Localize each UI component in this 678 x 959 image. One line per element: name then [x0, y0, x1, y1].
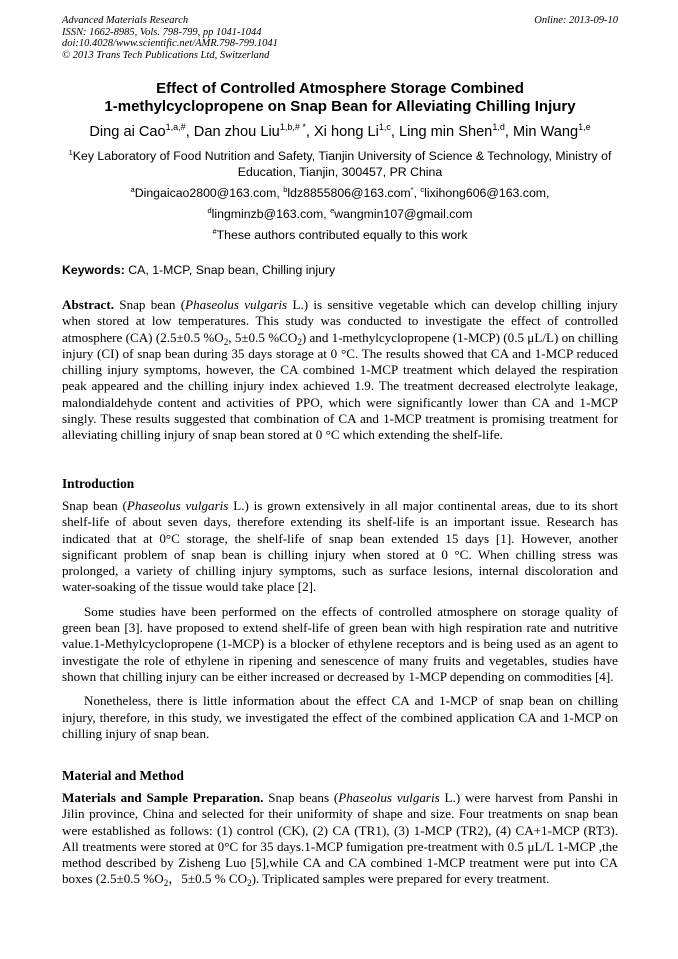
method-section	[62, 790, 618, 888]
body-text: L.) is grown extensively in all major continental areas, due to its short shelf-life of about seven days, therefore extending its shelf-life is an important issue. Research has indicated that at 0°C storage, the shelf-life of snap bean extended 15 days [1]. However, another significant problem of snap bean is chilling injury when stored at 0 °C. When chilling stress was prolonged, a variety of chilling injury symptoms, such as surface lesions, internal discoloration and water-soaking of the tissue would take place [2].	[62, 498, 618, 595]
copyright-line: © 2013 Trans Tech Publications Ltd, Switzerland	[62, 49, 270, 61]
email-line-1	[62, 185, 618, 201]
abstract-text: Snap bean (	[114, 297, 186, 312]
affiliation-mark: 1	[68, 148, 73, 157]
title-line-2: 1-methylcyclopropene on Snap Bean for Alleviating Chilling Injury	[104, 98, 576, 115]
abstract	[62, 297, 618, 444]
email-b[interactable]: ldz8855806@163.com	[287, 186, 411, 200]
subsection-label: Materials and Sample Preparation.	[62, 790, 264, 805]
email-line-2	[62, 206, 618, 222]
keywords	[62, 262, 618, 278]
email-separator: ,	[413, 186, 421, 200]
abstract-text: , 5±0.5 %CO	[228, 329, 298, 345]
journal-name: Advanced Materials Research	[62, 15, 189, 26]
author-name: Ling min Shen	[399, 124, 493, 140]
author-separator: ,	[305, 124, 314, 140]
equal-contribution-note	[62, 227, 618, 243]
author-affil-mark: 1,a,#	[165, 122, 186, 132]
author-separator: ,	[390, 124, 399, 140]
author-list	[62, 123, 618, 141]
note-text: These authors contributed equally to this work	[216, 228, 468, 242]
intro-paragraph-3: Nonetheless, there is little information about the effect CA and 1-MCP of snap bean on chilling injury, therefore, in this study, we investigated the effect of the combined application CA and 1-MCP on chilling injury of snap bean.	[62, 693, 618, 741]
affiliation-text: Key Laboratory of Food Nutrition and Safety, Tianjin University of Science & Technology, Ministry of Education, Tianjin, 300457, PR China	[72, 149, 612, 179]
introduction-heading: Introduction	[62, 476, 135, 491]
abstract-text: L.) is sensitive vegetable which can develop chilling injury when stored at low temperatures. This study was conducted to investigate the effect of controlled atmosphere (CA) (2.5±0.5 %O	[62, 297, 618, 345]
author-affil-mark: 1,b,# *	[279, 122, 306, 132]
email-c[interactable]: lixihong606@163.com,	[424, 186, 550, 200]
body-text: ，5±0.5 % CO	[168, 871, 248, 887]
email-mark: c	[420, 185, 425, 194]
subscript: 2	[163, 878, 169, 889]
corresponding-mark: *	[410, 185, 414, 194]
method-heading: Material and Method	[62, 768, 184, 783]
affiliation	[62, 148, 618, 180]
paper-title	[62, 80, 618, 116]
abstract-text: ) and 1-methylcyclopropene (1-MCP) (0.5 μL/L) on chilling injury (CI) of snap bean during 35 days storage at 0 °C. The results showed that CA and 1-MCP reduced chilling injury symptoms, however, the CA combined 1-MCP treatment which delayed the respiration peak appeared and the chilling injury index achieved 1.9. The treatment decreased electrolyte leakage, malondialdehyde content and activities of PPO, which were significantly lower than CA and 1-MCP singly. These results suggested that combination of CA and 1-MCP treatment is promising treatment for alleviating chilling injury of snap bean stored at 0 °C which extending the shelf-life.	[62, 329, 618, 443]
journal-header	[62, 15, 618, 61]
title-line-1: Effect of Controlled Atmosphere Storage Combined	[156, 80, 524, 97]
doi-line[interactable]: doi:10.4028/www.scientific.net/AMR.798-799.1041	[62, 38, 278, 50]
body-text: Snap bean (	[62, 498, 127, 513]
introduction-section	[62, 498, 618, 742]
body-text: ). Triplicated samples were prepared for every treatment.	[251, 871, 550, 887]
intro-paragraph-2: Some studies have been performed on the effects of controlled atmosphere on storage quality of green bean [3]. have proposed to extend shelf-life of green bean with high respiration rate and nutritive value.1-Methylcyclopropene (1-MCP) is a blocker of ethylene receptors and is being used as an agent to investigate the role of ethylene in ripening and senescence of many fruits and vegetables, studies have shown that chilling injury can be either increased or decreased by 1-MCP depending on commodities [4].	[62, 603, 618, 684]
author-name: Ding ai Cao	[89, 124, 166, 140]
body-text: Snap beans (	[263, 790, 339, 805]
email-mark: a	[130, 185, 135, 194]
subscript: 2	[297, 336, 302, 347]
author-separator: ,	[185, 124, 194, 140]
email-mark: d	[207, 206, 212, 215]
abstract-label: Abstract.	[62, 297, 114, 312]
author-name: Xi hong Li	[313, 124, 379, 140]
body-text: L.) were harvest from Panshi in Jilin province, China and selected for their uniformity of shape and size. Four treatments on snap bean were established as follows: (1) control (CK), (2) CA (TR1), (3) 1-MCP (TR2), (4) CA+1-MCP (RT3). All treatments were stored at 0°C for 35 days.1-MCP fumigation pre-treatment with 0.5 μL/L 1-MCP ,the method described by Zisheng Luo [5],while CA and CA combined 1-MCP treatment were put into CA boxes (2.5±0.5 %O	[62, 790, 618, 887]
species-name: Phaseolus vulgaris	[185, 297, 288, 312]
species-name: Phaseolus vulgaris	[126, 498, 229, 513]
email-d[interactable]: lingminzb@163.com,	[211, 207, 331, 221]
email-mark: e	[330, 206, 335, 215]
subscript: 2	[223, 336, 229, 347]
method-paragraph	[62, 790, 618, 888]
author-affil-mark: 1,e	[578, 122, 591, 132]
online-date: Online: 2013-09-10	[534, 15, 618, 26]
note-mark: #	[212, 227, 217, 236]
species-name: Phaseolus vulgaris	[338, 790, 440, 805]
author-separator: ,	[504, 124, 513, 140]
subscript: 2	[247, 878, 252, 889]
email-e[interactable]: wangmin107@gmail.com	[334, 207, 473, 221]
keywords-text: CA, 1-MCP, Snap bean, Chilling injury	[124, 263, 336, 277]
author-name: Min Wang	[512, 124, 579, 140]
author-affil-mark: 1,d	[492, 122, 505, 132]
author-name: Dan zhou Liu	[193, 124, 280, 140]
keywords-label: Keywords:	[62, 263, 125, 277]
issn-line: ISSN: 1662-8985, Vols. 798-799, pp 1041-1044	[62, 26, 262, 38]
email-mark: b	[283, 185, 288, 194]
email-a[interactable]: Dingaicao2800@163.com,	[134, 186, 284, 200]
abstract-paragraph	[62, 297, 618, 444]
intro-paragraph-1	[62, 498, 618, 596]
author-affil-mark: 1,c	[378, 122, 391, 132]
